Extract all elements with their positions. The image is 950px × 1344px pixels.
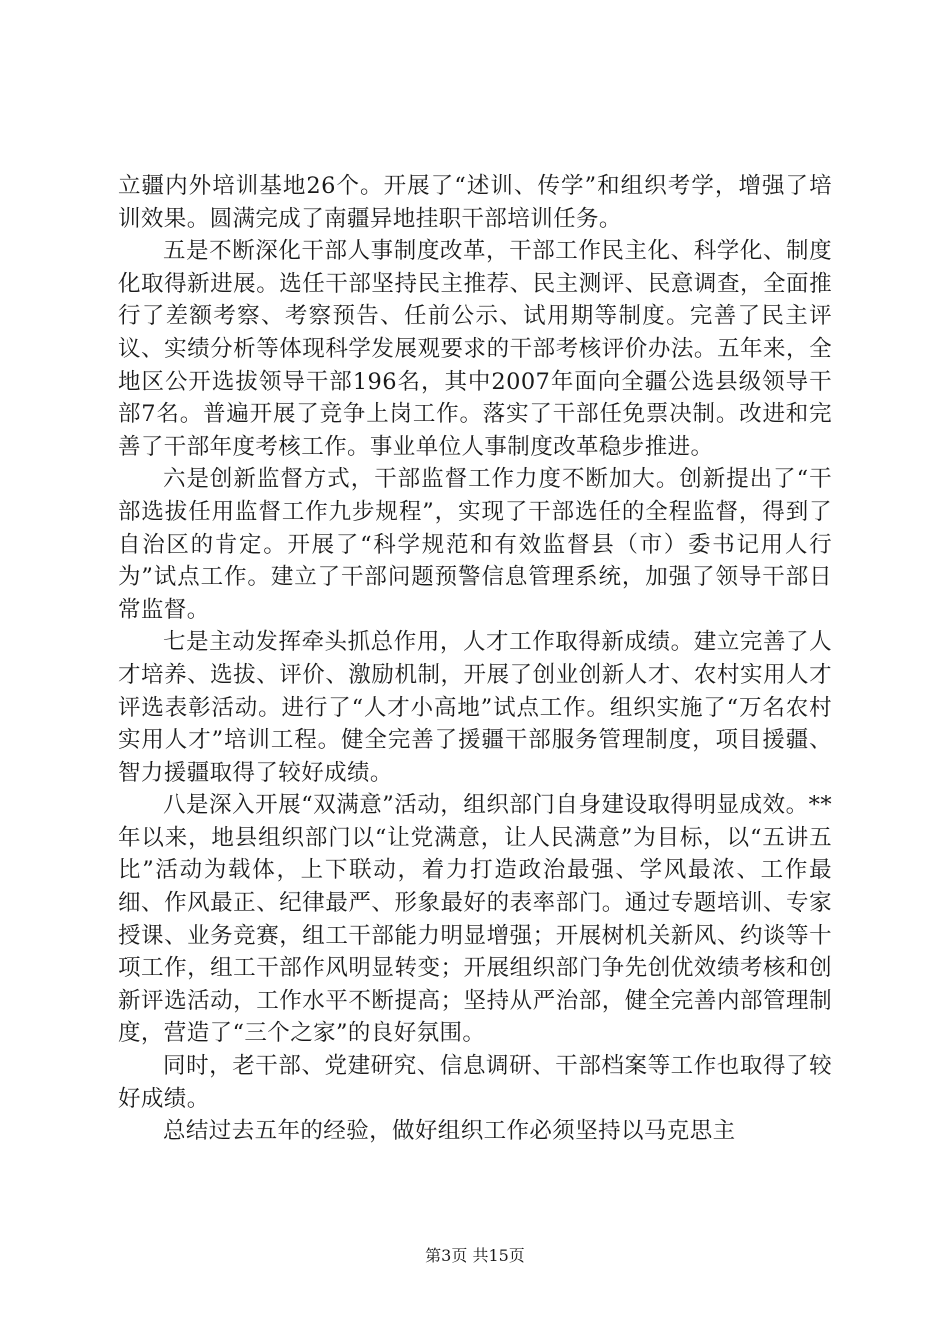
paragraph-double-satisfaction: 八是深入开展“双满意”活动，组织部门自身建设取得明显成效。**年以来，地县组织部门以“让党满意，让人民满意”为目标，以“五讲五比”活动为载体，上下联动，着力打造政治最强、学风最浓、工作最细、作风最正、纪律最严、形象最好的表率部门。通过专题培训、专家授课、业务竞赛，组工干部能力明显增强；开展树机关新风、约谈等十项工作，组工干部作风明显转变；开展组织部门争先创优效绩考核和创新评选活动，工作水平不断提高；坚持从严治部，健全完善内部管理制度，营造了“三个之家”的良好氛围。 — [118, 792, 832, 1047]
paragraph-talent-work: 七是主动发挥牵头抓总作用，人才工作取得新成绩。建立完善了人才培养、选拔、评价、激励机制，开展了创业创新人才、农村实用人才评选表彰活动。进行了“人才小高地”试点工作。组织实施了“万名农村实用人才”培训工程。健全完善了援疆干部服务管理制度，项目援疆、智力援疆取得了较好成绩。 — [118, 629, 832, 786]
paragraph-personnel-reform: 五是不断深化干部人事制度改革，干部工作民主化、科学化、制度化取得新进展。选任干部坚持民主推荐、民主测评、民意调查，全面推行了差额考察、考察预告、任前公示、试用期等制度。完善了民主评议、实绩分析等体现科学发展观要求的干部考核评价办法。五年来，全地区公开选拔领导干部196名，其中2007年面向全疆公选县级领导干部7名。普遍开展了竞争上岗工作。落实了干部任免票决制。改进和完善了干部年度考核工作。事业单位人事制度改革稳步推进。 — [118, 238, 832, 460]
page-number-footer: 第3页 共15页 — [425, 1246, 525, 1265]
paragraph-supervision: 六是创新监督方式，干部监督工作力度不断加大。创新提出了“干部选拔任用监督工作九步规程”，实现了干部选任的全程监督，得到了自治区的肯定。开展了“科学规范和有效监督县（市）委书记用人行为”试点工作。建立了干部问题预警信息管理系统，加强了领导干部日常监督。 — [118, 466, 832, 623]
paragraph-other-achievements: 同时，老干部、党建研究、信息调研、干部档案等工作也取得了较好成绩。 — [118, 1053, 832, 1112]
document-body — [118, 170, 832, 1148]
paragraph-training-bases: 立疆内外培训基地26个。开展了“述训、传学”和组织考学，增强了培训效果。圆满完成了南疆异地挂职干部培训任务。 — [118, 173, 832, 232]
paragraph-experience-summary: 总结过去五年的经验，做好组织工作必须坚持以马克思主 — [163, 1118, 736, 1145]
